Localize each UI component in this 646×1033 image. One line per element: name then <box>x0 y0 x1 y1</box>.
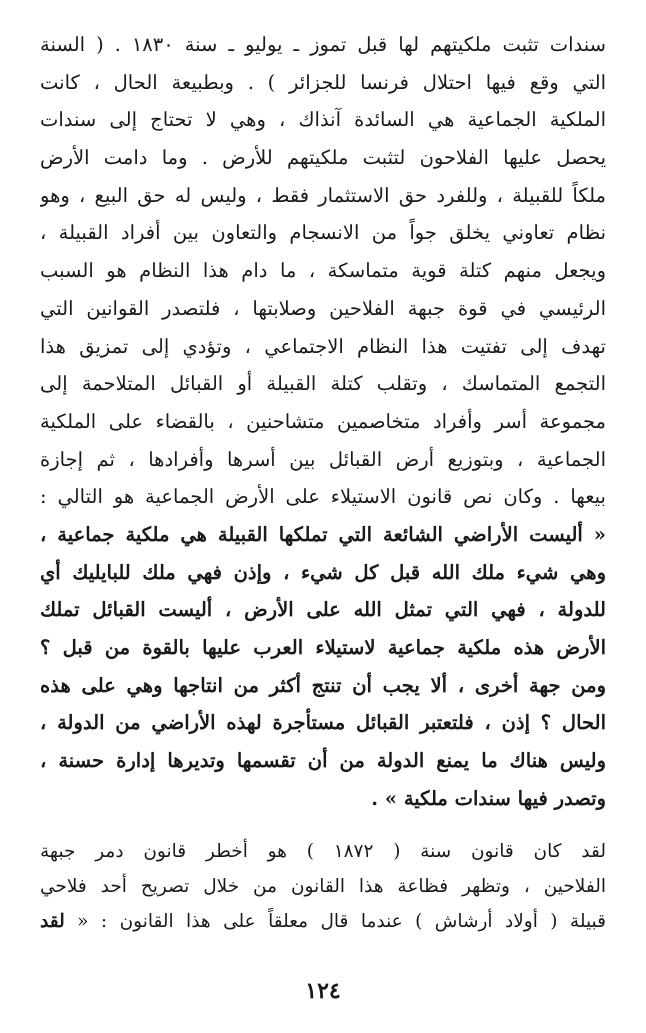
text-line: سندات تثبت ملكيتهم لها قبل تموز ـ يوليو ـ سنة ١٨٣٠ . ( السنة <box>40 33 606 56</box>
quote-line: وليس هناك ما يمنع الدولة من أن تقسمها وتديرها إدارة حسنة ، <box>40 749 606 773</box>
text-line: بيعها . وكان نص قانون الاستيلاء على الأرض الجماعية هو التالي : <box>40 485 606 509</box>
bold-word: لقد <box>40 911 65 932</box>
text-line: الرئيسي في قوة جبهة الفلاحين وصلابتها ، فلتصدر القوانين التي <box>40 296 606 320</box>
text-line: تهدف إلى تفتيت هذا النظام الاجتماعي ، وتؤدي إلى تمزيق هذا <box>40 334 606 358</box>
text-line: نظام تعاوني يخلق جواً من الانسجام والتعاون بين أفراد القبيلة ، <box>40 221 606 245</box>
text-line: التجمع المتماسك ، وتقلب كتلة القبيلة أو القبائل المتلاحمة إلى <box>40 372 606 396</box>
quote-line: وتصدر فيها سندات ملكية » . <box>371 786 606 810</box>
text-line: ويجعل منهم كتلة قوية متماسكة ، ما دام هذا النظام هو السبب <box>40 259 606 283</box>
quote-line: ومن جهة أخرى ، ألا يجب أن تنتج أكثر من انتاجها وهي على هذه <box>40 673 606 697</box>
quote-line: وهي شيء ملك الله قبل كل شيء ، وإذن فهي ملك للبايليك أي <box>40 560 606 584</box>
line-text: قبيلة ( أولاد أرشاش ) عندما قال معلقاً على هذا القانون : « <box>77 911 606 932</box>
text-line: ملكاً للقبيلة ، وللفرد حق الاستثمار فقط ، وليس له حق البيع ، وهو <box>40 183 606 207</box>
second-paragraph <box>40 834 606 939</box>
page-number: ١٢٤ <box>305 978 341 1004</box>
quote-line: « أليست الأراضي الشائعة التي تملكها القبيلة هي ملكية جماعية ، <box>40 522 606 546</box>
text-line: يحصل عليها الفلاحون لتثبت ملكيتهم للأرض . وما دامت الأرض <box>40 146 606 170</box>
text-line: الجماعية ، وبتوزيع أرض القبائل بين أسرها وأفرادها ، ثم إجازة <box>40 447 606 471</box>
quote-line: للدولة ، فهي التي تمثل الله على الأرض ، أليست القبائل تملك <box>40 598 606 622</box>
quote-line: الأرض هذه ملكية جماعية لاستيلاء العرب عليها بالقوة من قبل ؟ <box>40 636 606 659</box>
text-line: التي وقع فيها احتلال فرنسا للجزائر ) . وبطبيعة الحال ، كانت <box>40 70 606 94</box>
text-line: مجموعة أسر وأفراد متخاصمين متشاحنين ، بالقضاء على الملكية <box>40 409 606 433</box>
text-line: الفلاحين ، وتظهر فظاعة هذا القانون من خلال تصريح أحد فلاحي <box>40 876 606 897</box>
main-paragraph <box>40 26 606 817</box>
text-line: الملكية الجماعية هي السائدة آنذاك ، وهي لا تحتاج إلى سندات <box>40 108 606 132</box>
quote-line: الحال ؟ إذن ، فلتعتبر القبائل مستأجرة لهذه الأراضي من الدولة ، <box>40 711 606 735</box>
text-line-last <box>40 904 606 939</box>
text-line: لقد كان قانون سنة ( ١٨٧٢ ) هو أخطر قانون دمر جبهة <box>40 841 606 862</box>
